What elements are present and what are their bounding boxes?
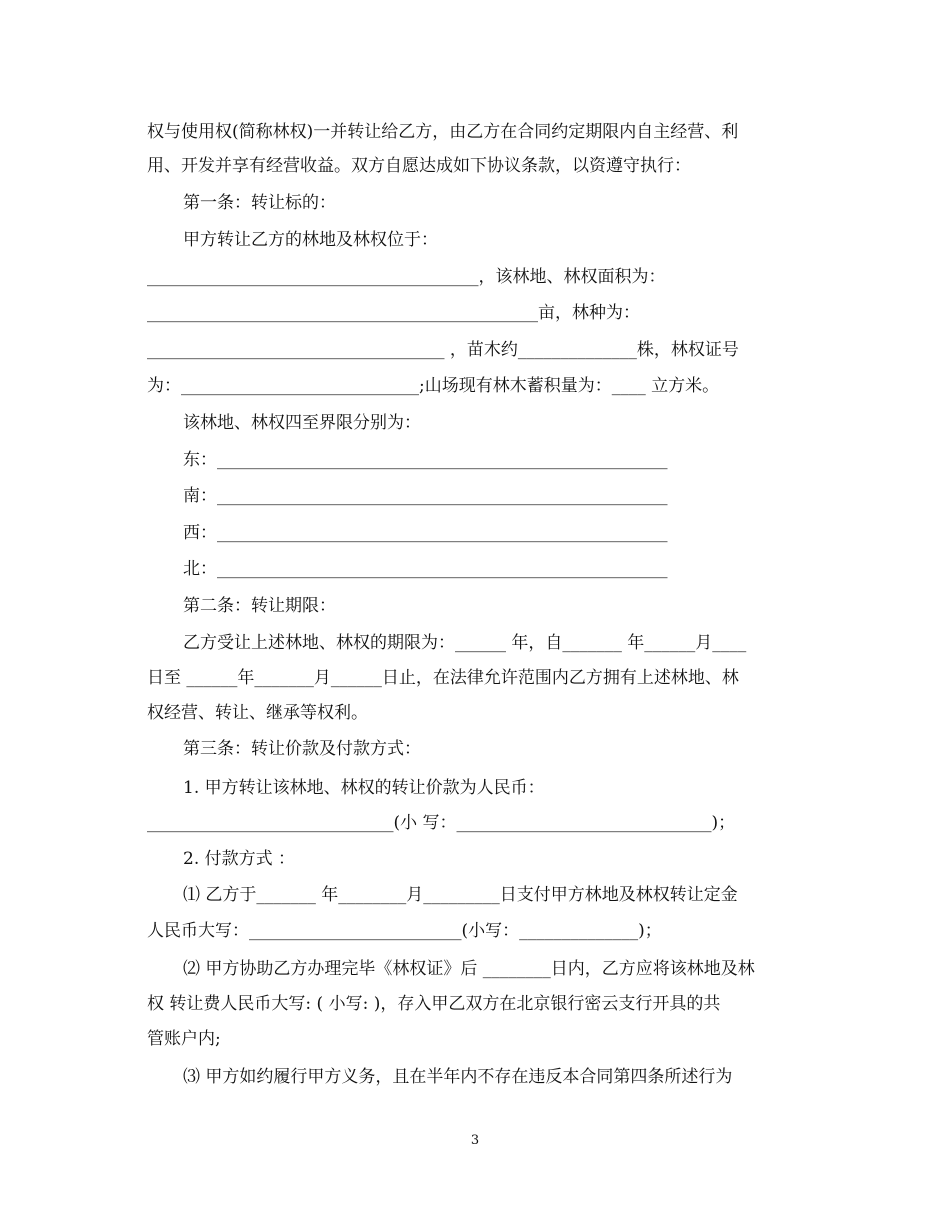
page-number: 3 <box>470 1133 480 1148</box>
text-line: 用、开发并享有经营收益。双方自愿达成如下协议条款，以资遵守执行： <box>147 156 691 176</box>
text-line: ⑵ 甲方协助乙方办理完毕《林权证》后 ________日内，乙方应将该林地及林 <box>183 959 755 979</box>
fill-in-line: 人民币大写：_________________________(小写：______________)； <box>147 921 662 941</box>
boundary-north: 北：_____________________________________________________ <box>183 559 668 579</box>
section-heading: 第二条：转让期限： <box>183 596 336 616</box>
boundary-east: 东：_____________________________________________________ <box>183 450 668 470</box>
fill-in-line: ___________________________________ ，苗木约______________株，林权证号 <box>147 340 739 360</box>
text-line: 1. 甲方转让该林地、林权的转让价款为人民币： <box>183 778 545 798</box>
boundary-south: 南：_____________________________________________________ <box>183 486 668 506</box>
fill-in-line: 为：____________________________;山场现有林木蓄积量为：____ 立方米。 <box>147 376 720 396</box>
text-line: 权经营、转让、继承等权利。 <box>147 703 368 723</box>
text-line: 该林地、林权四至界限分别为： <box>183 413 421 433</box>
fill-in-line: _______________________________________，该林地、林权面积为： <box>147 267 666 287</box>
text-line: ⑴ 乙方于_______ 年________月_________日支付甲方林地及林权转让定金 <box>183 885 738 905</box>
fill-in-line: _____________________________(小 写：______________________________)； <box>147 813 736 833</box>
text-line: 日至 ______年_______月______日止，在法律允许范围内乙方拥有上述林地、林 <box>147 668 739 688</box>
text-line: 管账户内; <box>147 1029 221 1049</box>
section-heading: 第三条：转让价款及付款方式： <box>183 739 421 759</box>
boundary-west: 西：_____________________________________________________ <box>183 523 668 543</box>
section-heading: 第一条：转让标的： <box>183 193 336 213</box>
text-line: 甲方转让乙方的林地及林权位于： <box>183 230 438 250</box>
text-line: 权 转让费人民币大写: ( 小写: )，存入甲乙双方在北京银行密云支行开具的共 <box>147 994 721 1014</box>
text-line: ⑶ 甲方如约履行甲方义务，且在半年内不存在违反本合同第四条所述行为 <box>183 1067 733 1087</box>
text-line: 权与使用权(简称林权)一并转让给乙方，由乙方在合同约定期限内自主经营、利 <box>147 122 739 142</box>
fill-in-line: ______________________________________________亩，林种为： <box>147 303 640 323</box>
text-line: 2. 付款方式 ： <box>183 849 296 869</box>
text-line: 乙方受让上述林地、林权的期限为：______ 年，自_______ 年______月____ <box>183 633 747 653</box>
